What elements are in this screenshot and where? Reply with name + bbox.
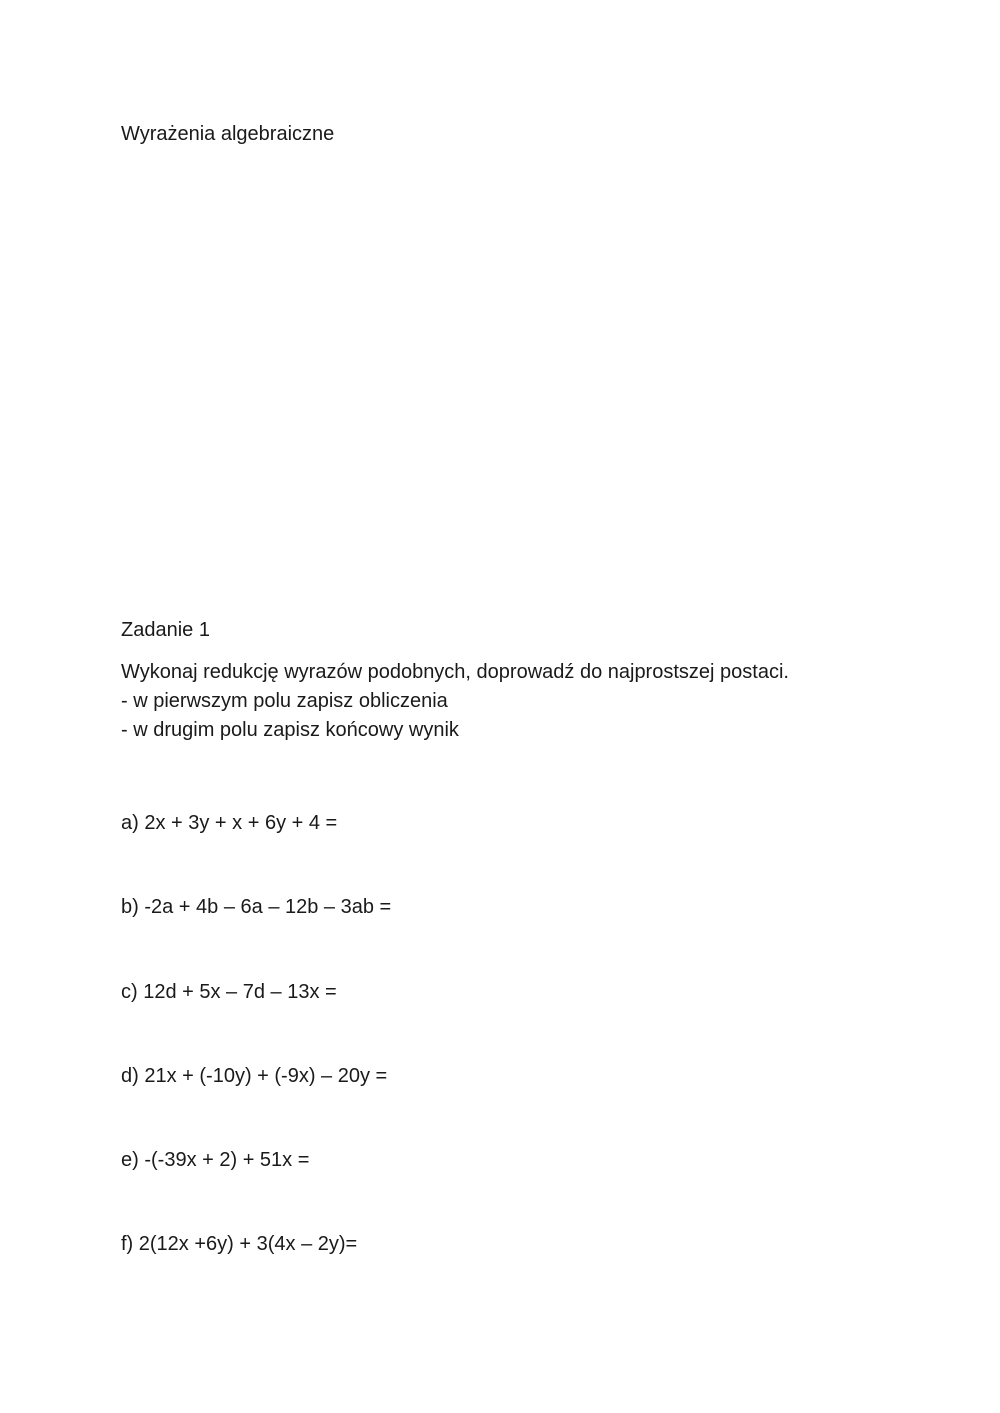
exercise-e: e) -(-39x + 2) + 51x = [121,1149,310,1171]
instruction-bullet: - w drugim polu zapisz końcowy wynik [121,719,459,741]
task-heading: Zadanie 1 [121,619,210,641]
task-instruction: Wykonaj redukcję wyrazów podobnych, doprowadź do najprostszej postaci. [121,661,789,683]
exercise-f: f) 2(12x +6y) + 3(4x – 2y)= [121,1233,358,1255]
exercise-b: b) -2a + 4b – 6a – 12b – 3ab = [121,896,392,918]
exercise-c: c) 12d + 5x – 7d – 13x = [121,981,337,1003]
exercise-d: d) 21x + (-10y) + (-9x) – 20y = [121,1065,388,1087]
document-title: Wyrażenia algebraiczne [121,123,335,145]
instruction-bullet: - w pierwszym polu zapisz obliczenia [121,690,448,712]
exercise-a: a) 2x + 3y + x + 6y + 4 = [121,812,338,834]
